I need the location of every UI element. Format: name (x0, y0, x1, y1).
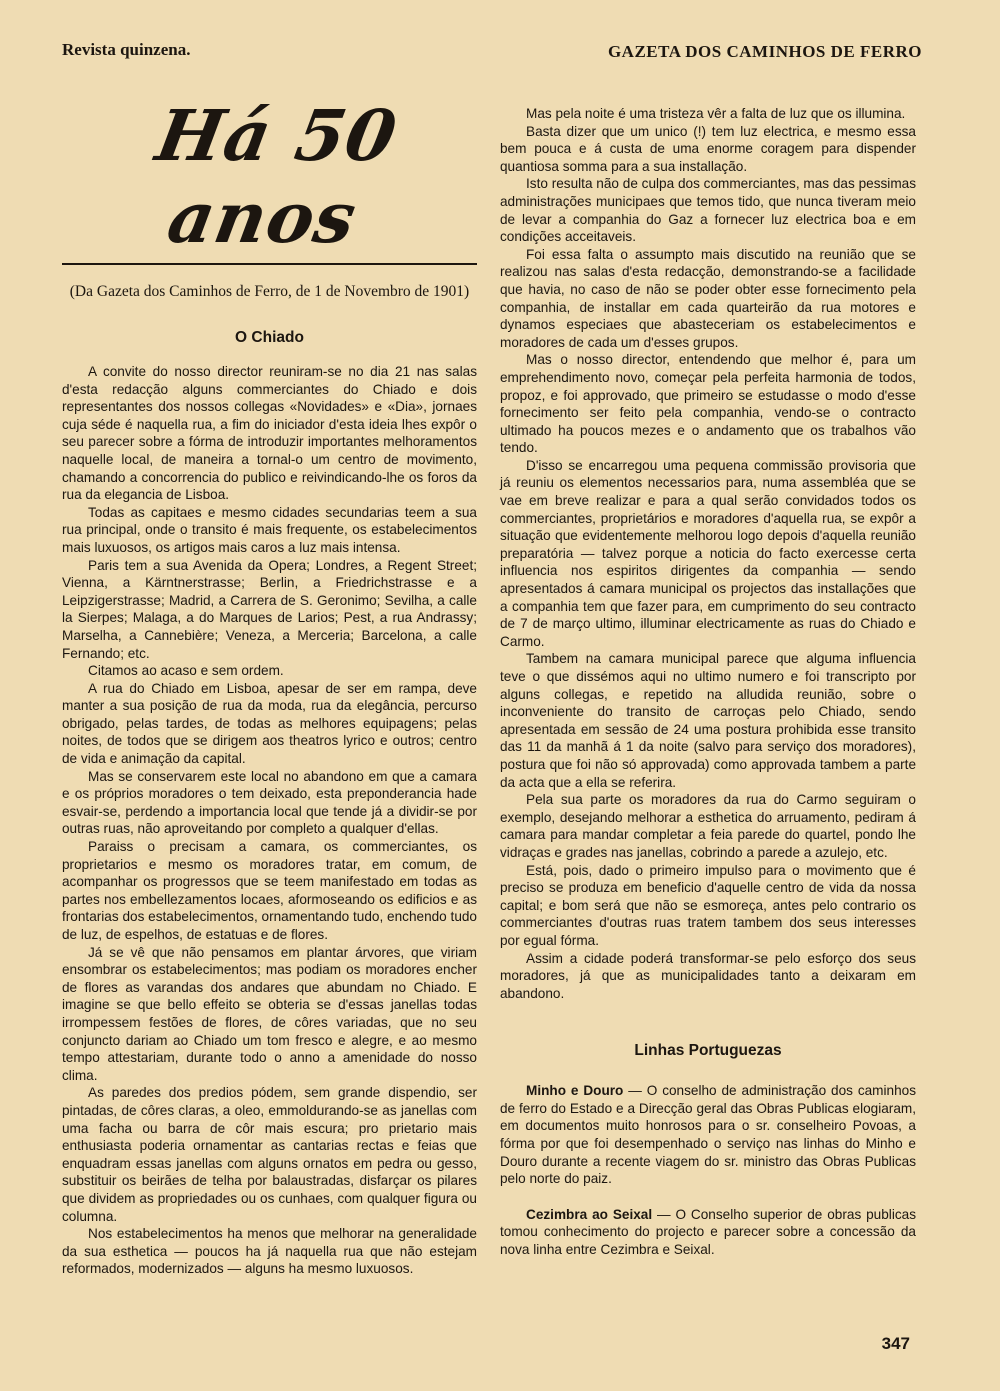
paragraph: Paraiss o precisam a camara, os commerciantes, os proprietarios e mesmo os moradores tratar, em comum, de acompanhar os progressos que se teem manifestado em todas as partes nos embellezamentos locaes, aformoseando os edificios e as frontarias dos estabelecimentos, ornamentando tudo, enchendo tudo de luz, de espelhos, de estatuas e de flores. (62, 839, 477, 942)
paragraph: Pela sua parte os moradores da rua do Carmo seguiram o exemplo, desejando melhorar a esthetica do arruamento, pediram á camara para mandar completar a feia parede do quartel, pondo lhe vidraças e grades nas janellas, cobrindo a parede a azulejo, etc. (500, 792, 916, 860)
right-column (500, 105, 916, 1277)
section-title: O Chiado (235, 329, 304, 346)
paragraph: D'isso se encarregou uma pequena commissão provisoria que já reuniu os elementos necessarios para, numa assembléa que se vae em breve realizar e para a qual serão convidados todos os commerciantes, proprietários e moradores d'aquella rua, se expôr a situação que evidentemente melhorou logo depois d'aquella reunião preparatória — talvez porque a noticia do facto exercesse certa influencia nos espiritos dirigentes da companhia — sendo apresentados á camara municipal os projectos das installações que a companhia tem que fazer para, em cumprimento do seu contracto de 7 de março ultimo, illuminar electricamente as ruas do Chiado e Carmo. (500, 457, 916, 649)
paragraph: Assim a cidade poderá transformar-se pelo esforço dos seus moradores, já que as municipalidades tanto a deixaram em abandono. (500, 950, 916, 1001)
news-lead: Minho e Douro (526, 1083, 624, 1099)
paragraph: Foi essa falta o assumpto mais discutido na reunião que se realizou nas salas d'esta redacção, demonstrando-se a facilidade que havia, no caso de não se poder obter esse fornecimento pela companhia, de installar em cada quarteirão da rua motores e dynamos especiaes que abasteceriam os estabelecimentos e moradores de cada um d'esses grupos. (500, 246, 916, 350)
title-rule (62, 263, 477, 265)
paragraph: Está, pois, dado o primeiro impulso para o movimento que é preciso se produza em beneficio d'aquelle centro de vida da nossa capital; e bom será que não se esmoreça, antes pelo contrario os commerciantes d'outras ruas tratem tambem dos seus interesses por egual fórma. (500, 862, 916, 948)
paragraph: Isto resulta não de culpa dos commerciantes, mas das pessimas administrações municipaes que temos tido, que nunca tiveram meio de levar a companhia do Gaz a fornecer luz electrica boa e em condições acceitaveis. (500, 176, 916, 245)
article-title: Há 50 anos (150, 94, 404, 259)
paragraph: Basta dizer que um unico (!) tem luz electrica, e mesmo essa bem pouca e á custa de uma enorme coragem para dispender quantiosa somma para a sua installação. (500, 123, 916, 174)
news-lead: Cezimbra ao Seixal (526, 1206, 653, 1222)
paragraph: Paris tem a sua Avenida da Opera; Londres, a Regent Street; Vienna, a Kärntnerstrasse; Berlin, a Friedrichstrasse e a Leipzigerstrasse; Madrid, a Carrera de S. Geronimo; Sevilha, a calle la Sierpes; Malaga, a do Marques de Larios; Pest, a rua Andrassy; Marselha, a Cannebière; Veneza, a Merceria; Barcelona, a calle Fernando; etc. (62, 557, 477, 661)
paragraph: As paredes dos predios pódem, sem grande dispendio, ser pintadas, de côres claras, a oleo, emmoldurando-se as janellas com uma facha ou barra de côr mais escura; pro prietario mais enthusiasta poderia ornamentar as cantarias rectas e feias que enquadram essas janellas com alguns ornatos em pedra ou gesso, substituir os beirães de telha por balaustradas, disfarçar os pilares que dividem as propriedades ou os cunhaes, com qualquer figura ou columna. (62, 1085, 477, 1224)
header-left: Revista quinzena. (62, 40, 191, 59)
page-number: 347 (881, 1334, 910, 1353)
paragraph: A rua do Chiado em Lisboa, apesar de ser em rampa, deve manter a sua posição de rua da moda, rua da elegância, percurso obrigado, pelas tardes, de todas as melhores equipagens; pelas noites, de todos que se dirigem aos theatros lyrico e outros; centro de vida e animação da capital. (62, 680, 477, 767)
news-text: — O Conselho superior de obras publicas tomou conhecimento do projecto e parecer sobre a concessão da nova linha entre Cezimbra e Seixal. (500, 1206, 916, 1258)
paragraph: Mas o nosso director, entendendo que melhor é, para um emprehendimento novo, começar pela perfeita harmonia de todos, propoz, e foi approvado, que primeiro se estudasse o modo d'esse fornecimento ser feito pela companhia, vendo-se o contracto ultimado ha poucos mezes e o andamento que os trabalhos vão tendo. (500, 352, 916, 456)
news-item (500, 1082, 916, 1188)
news-text: — O conselho de administração dos caminhos de ferro do Estado e a Direcção geral das Obras Publicas elogiaram, em documentos muito honrosos para o sr. conselheiro Povoas, a fórma por que foi desempenhado o serviço nas linhas do Minho e Douro durante a recente viagem do sr. ministro das Obras Publicas pelo norte do paiz. (500, 1083, 916, 1187)
left-body (62, 363, 477, 1278)
paragraph: Mas se conservarem este local no abandono em que a camara e os próprios moradores o tem deixado, esta preponderancia hade esvair-se, perdendo a importancia local que tende já a dividir-se por outras ruas, não aproveitando por completo a qualquer d'ellas. (62, 768, 477, 837)
header-right: GAZETA DOS CAMINHOS DE FERRO (607, 42, 922, 61)
article-source: (Da Gazeta dos Caminhos de Ferro, de 1 de Novembro de 1901) (69, 283, 470, 300)
right-body (500, 105, 916, 1002)
paragraph: Nos estabelecimentos ha menos que melhorar na generalidade da sua esthetica — poucos ha já naquella rua que não estejam reformados, modernizados — alguns ha mesmo luxuosos. (62, 1226, 477, 1277)
paragraph: Tambem na camara municipal parece que alguma influencia teve o que dissémos aqui no ultimo numero e foi transcripto por alguns collegas, e repetido na alludida reunião, sobre o inconveniente do transito de carroças pelo Chiado, sendo apresentada em sessão de 24 uma postura prohibida esse transito das 11 da manhã á 1 da noite (salvo para serviço dos moradores), postura que foi não só approvada) como approvada tambem a parte da acta que a ella se referira. (500, 651, 916, 790)
linhas-title: Linhas Portuguezas (634, 1042, 782, 1060)
paragraph: Mas pela noite é uma tristeza vêr a falta de luz que os illumina. (526, 106, 906, 121)
news-item (500, 1206, 916, 1259)
left-column (62, 95, 477, 1278)
linhas-news (500, 1082, 916, 1258)
paragraph: Citamos ao acaso e sem ordem. (88, 663, 284, 679)
paragraph: Todas as capitaes e mesmo cidades secundarias teem a sua rua principal, onde o transito é mais frequente, os estabelecimentos mais luxuosos, os artigos mais caros a luz mais intensa. (62, 504, 477, 555)
paragraph: A convite do nosso director reuniram-se no dia 21 nas salas d'esta redacção alguns commerciantes do Chiado e dois representantes dos nossos collegas «Novidades» e «Dia», jornaes cuja séde é naquella rua, a fim do iniciador d'esta ideia lhes expôr o seu parecer sobre a fórma de introduzir importantes melhoramentos naquelle local, de maneira a tornal-o um centro de movimento, chamando a concorrencia do publico e reivindicando-lhe os foros da rua da elegancia de Lisboa. (62, 364, 477, 503)
paragraph: Já se vê que não pensamos em plantar árvores, que viriam ensombrar os estabelecimentos; mas podiam os moradores encher de flores as varandas dos andares que abundam no Chiado. E imagine se que bello effeito se obteria se d'essas janellas todas irrompessem festões de flores, de côres variadas, que no seu conjuncto dariam ao Chiado um tom fresco e alegre, e ao mesmo tempo attestariam, durante todo o anno a amenidade do nosso clima. (62, 944, 477, 1083)
